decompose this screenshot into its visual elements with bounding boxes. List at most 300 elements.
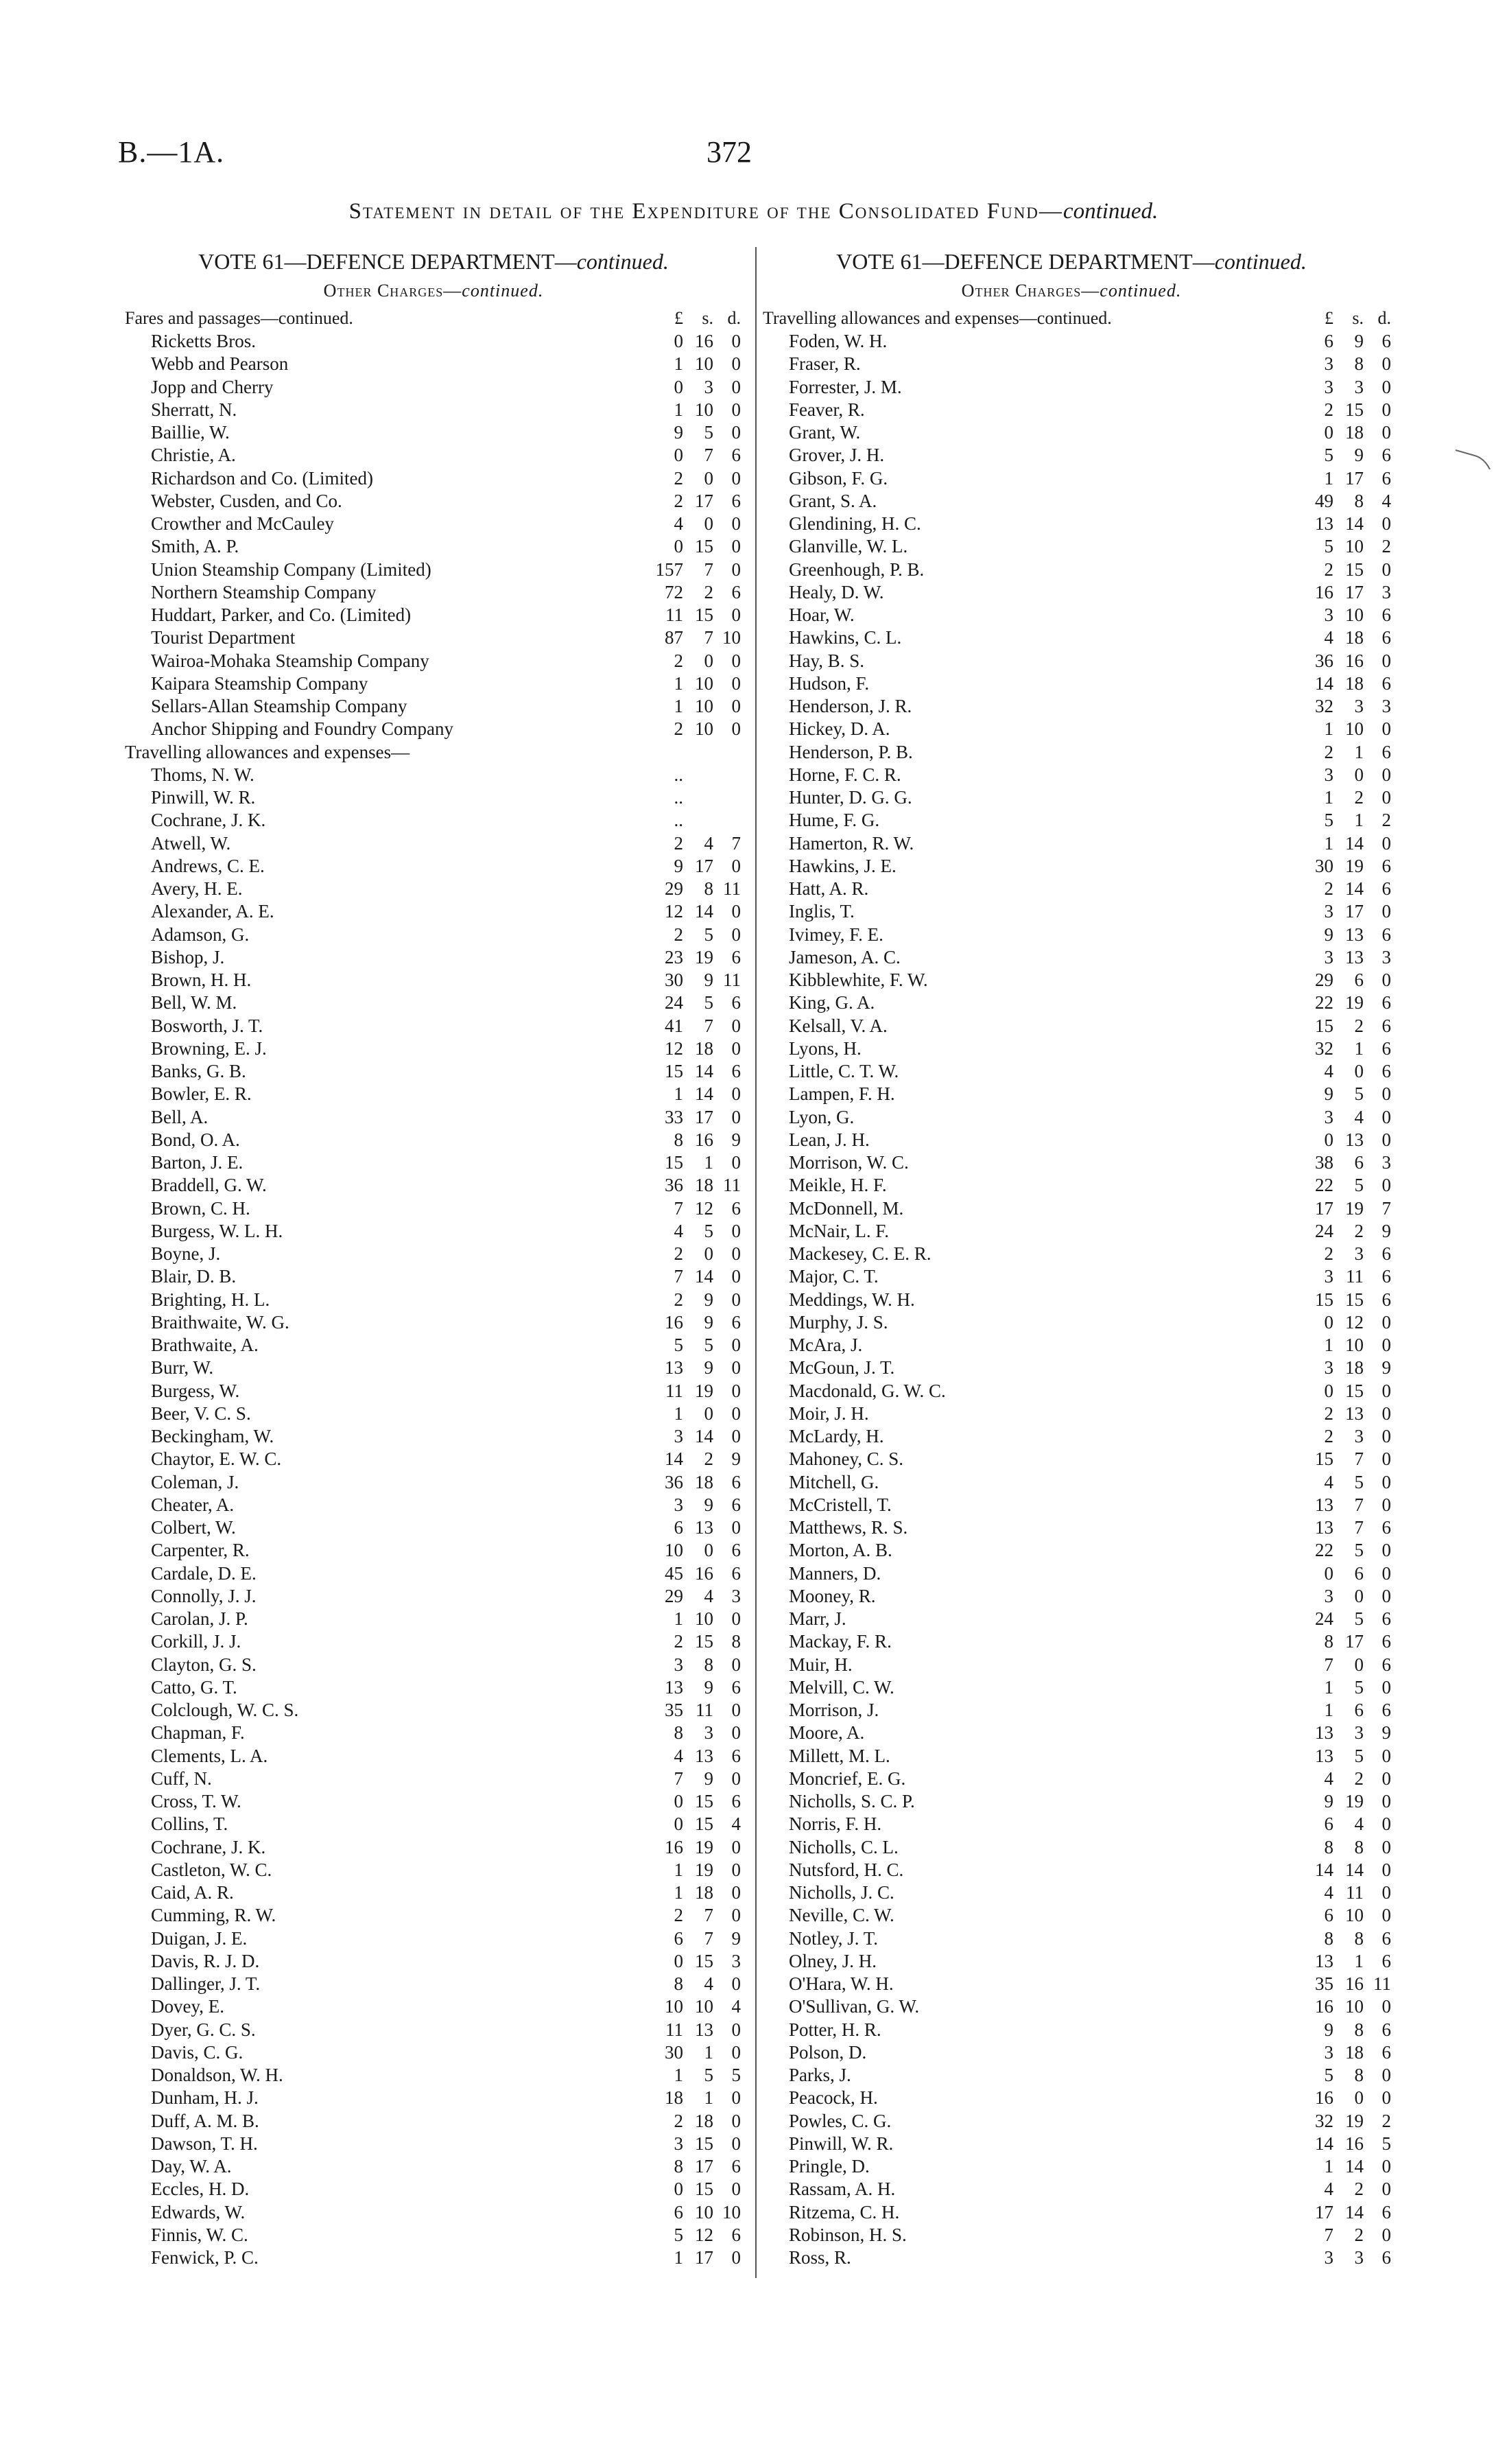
pounds-value: 13	[1291, 513, 1333, 535]
shillings-value: 1	[1336, 741, 1364, 764]
table-row	[125, 581, 742, 604]
pence-value: 0	[1366, 764, 1391, 786]
payee-name: Coleman, J.	[151, 1471, 243, 1494]
pence-value: 0	[1366, 1311, 1391, 1334]
shillings-value: 5	[686, 1334, 713, 1357]
payee-name: Dunham, H. J.	[151, 2087, 263, 2109]
shillings-value: 17	[686, 2155, 713, 2178]
pounds-value: 35	[1291, 1973, 1333, 1995]
table-row	[125, 2110, 742, 2133]
shillings-value: 19	[1336, 855, 1364, 878]
table-row	[125, 1471, 742, 1494]
table-row	[125, 1060, 742, 1083]
table-row	[125, 1380, 742, 1403]
pounds-value: 11	[641, 2019, 683, 2041]
pence-value: 0	[716, 513, 741, 535]
payee-name: Little, C. T. W.	[789, 1060, 903, 1083]
shillings-value: 9	[1336, 330, 1364, 353]
shillings-value: 2	[1336, 1220, 1364, 1243]
shillings-value: 3	[686, 1722, 713, 1744]
payee-name: Feaver, R.	[789, 399, 869, 421]
payee-name: Marr, J.	[789, 1608, 851, 1630]
shillings-value: 3	[1336, 376, 1364, 399]
table-row	[125, 1859, 742, 1881]
pence-value: 6	[1366, 1654, 1391, 1676]
table-row	[125, 1197, 742, 1220]
pounds-value: 2	[641, 650, 683, 672]
shillings-value: 5	[686, 992, 713, 1014]
payee-name: Clayton, G. S.	[151, 1654, 261, 1676]
payee-name: Moore, A.	[789, 1722, 868, 1744]
shillings-value: 0	[686, 1403, 713, 1425]
table-row	[763, 535, 1391, 558]
pounds-value: 5	[1291, 444, 1333, 467]
shillings-value: 10	[686, 718, 713, 740]
pounds-value: 9	[1291, 1083, 1333, 1105]
pence-value: 0	[716, 1151, 741, 1174]
pounds-value: 22	[1291, 1539, 1333, 1562]
table-row	[763, 1425, 1391, 1448]
column-header-left	[125, 306, 742, 330]
payee-name: Dallinger, J. T.	[151, 1973, 264, 1995]
vote-heading-cont: continued.	[1214, 249, 1307, 274]
shillings-value: 9	[686, 1357, 713, 1379]
shillings-value: 8	[1336, 1927, 1364, 1950]
pence-value: 0	[716, 2019, 741, 2041]
table-row	[763, 1220, 1391, 1243]
pounds-value: 0	[641, 444, 683, 467]
pounds-value: 3	[1291, 900, 1333, 923]
table-row	[125, 330, 742, 353]
pence-value: 0	[716, 1881, 741, 1904]
shillings-value: 5	[1336, 1083, 1364, 1105]
pence-value: 0	[1366, 1790, 1391, 1813]
pounds-value: 4	[1291, 1471, 1333, 1494]
pence-value: 0	[1366, 2064, 1391, 2087]
pence-value: 0	[1366, 969, 1391, 992]
table-row	[763, 2019, 1391, 2041]
pounds-value: 4	[641, 1220, 683, 1243]
pounds-value: 1	[1291, 832, 1333, 855]
table-row	[763, 490, 1391, 513]
shillings-value: 17	[1336, 900, 1364, 923]
shillings-value: 10	[686, 1995, 713, 2018]
payee-name: Chaytor, E. W. C.	[151, 1448, 285, 1470]
pounds-value: 3	[1291, 376, 1333, 399]
pence-value: 10	[716, 2201, 741, 2224]
shillings-value: 1	[686, 2041, 713, 2064]
pounds-value: 24	[1291, 1220, 1333, 1243]
pence-value: 11	[1366, 1973, 1391, 1995]
payee-name: Donaldson, W. H.	[151, 2064, 287, 2087]
pence-value: 6	[716, 2155, 741, 2178]
payee-name: Jopp and Cherry	[151, 376, 277, 399]
pounds-value: 15	[1291, 1448, 1333, 1470]
pence-value: 0	[716, 1859, 741, 1881]
table-row	[763, 1745, 1391, 1768]
pounds-value: 1	[1291, 467, 1333, 490]
table-row	[763, 695, 1391, 718]
pence-value: 0	[716, 1904, 741, 1927]
pounds-value: 9	[1291, 2019, 1333, 2041]
pence-value: 0	[716, 2133, 741, 2155]
payee-name: Blair, D. B.	[151, 1265, 240, 1288]
pence-value: 0	[716, 1654, 741, 1676]
shillings-value: 2	[1336, 1015, 1364, 1037]
pounds-value: 0	[1291, 1380, 1333, 1403]
payee-name: Muir, H.	[789, 1654, 857, 1676]
pence-value: 6	[716, 1471, 741, 1494]
shillings-value: 1	[686, 2087, 713, 2109]
payee-name: Ross, R.	[789, 2246, 855, 2269]
pence-value: 0	[1366, 900, 1391, 923]
pence-value: 11	[716, 1174, 741, 1197]
shillings-value: 0	[1336, 1654, 1364, 1676]
payee-name: Hay, B. S.	[789, 650, 868, 672]
pounds-value: 6	[641, 2201, 683, 2224]
payee-name: Pringle, D.	[789, 2155, 874, 2178]
pounds-value: 33	[641, 1106, 683, 1129]
payee-name: Moir, J. H.	[789, 1403, 873, 1425]
pence-value: 0	[716, 421, 741, 444]
pence-value: 0	[1366, 1106, 1391, 1129]
shillings-value: 10	[686, 353, 713, 375]
shillings-value: 10	[1336, 604, 1364, 626]
shillings-value: 18	[1336, 421, 1364, 444]
pounds-value: 35	[641, 1699, 683, 1722]
pounds-value: 0	[641, 376, 683, 399]
pounds-value: 22	[1291, 1174, 1333, 1197]
table-row	[763, 1471, 1391, 1494]
table-row	[763, 1699, 1391, 1722]
pence-value: 0	[716, 1722, 741, 1744]
table-row	[125, 2087, 742, 2109]
pence-value: 0	[1366, 399, 1391, 421]
pounds-value: 3	[1291, 604, 1333, 626]
payee-name: Cross, T. W.	[151, 1790, 246, 1813]
payee-name: Morrison, J.	[789, 1699, 883, 1722]
pence-value: 0	[716, 535, 741, 558]
pounds-value: 29	[641, 1585, 683, 1608]
pounds-value: 29	[641, 878, 683, 900]
table-row	[763, 1289, 1391, 1311]
table-row	[125, 832, 742, 855]
shillings-value: 17	[1336, 467, 1364, 490]
vote-heading-right	[763, 247, 1380, 276]
table-row	[763, 626, 1391, 649]
pounds-value: 36	[641, 1174, 683, 1197]
pounds-value: 8	[641, 1722, 683, 1744]
pence-value: 0	[716, 1768, 741, 1790]
payee-name: McNair, L. F.	[789, 1220, 893, 1243]
pence-value: 0	[1366, 1676, 1391, 1699]
table-row	[763, 1630, 1391, 1653]
table-row	[125, 924, 742, 946]
payee-name: Manners, D.	[789, 1562, 885, 1585]
table-row	[125, 1106, 742, 1129]
payee-name: Greenhough, P. B.	[789, 559, 928, 581]
table-row	[125, 1129, 742, 1151]
pence-value: 3	[1366, 581, 1391, 604]
pence-value: 6	[716, 1197, 741, 1220]
shillings-value: 6	[1336, 969, 1364, 992]
shillings-value: 16	[1336, 2133, 1364, 2155]
payee-name: Braithwaite, W. G.	[151, 1311, 294, 1334]
shillings-value: 0	[1336, 1585, 1364, 1608]
pounds-value: 1	[641, 672, 683, 695]
shillings-value: 12	[686, 2224, 713, 2246]
pounds-value: 11	[641, 1380, 683, 1403]
shillings-value: 7	[686, 626, 713, 649]
pence-value: 0	[1366, 559, 1391, 581]
pence-value: 7	[1366, 1197, 1391, 1220]
pence-value: 6	[1366, 1699, 1391, 1722]
pounds-value: 3	[1291, 2246, 1333, 2269]
table-row	[763, 1516, 1391, 1539]
payee-name: Sherratt, N.	[151, 399, 241, 421]
shillings-value: 8	[686, 878, 713, 900]
right-column	[763, 247, 1391, 2269]
pounds-value: 0	[1291, 421, 1333, 444]
pence-value: 0	[716, 1608, 741, 1630]
table-row	[125, 535, 742, 558]
pounds-value: 9	[641, 855, 683, 878]
table-row	[763, 1813, 1391, 1835]
payee-name: Day, W. A.	[151, 2155, 236, 2178]
payee-name: Pinwill, W. R.	[789, 2133, 897, 2155]
pounds-value: 5	[1291, 535, 1333, 558]
section-heading-row	[125, 741, 742, 764]
pounds-value: 8	[641, 1973, 683, 1995]
payee-name: Thoms, N. W.	[151, 764, 259, 786]
table-row	[125, 2041, 742, 2064]
table-row	[763, 1973, 1391, 1995]
payee-name: Boyne, J.	[151, 1243, 224, 1265]
payee-name: Colclough, W. C. S.	[151, 1699, 302, 1722]
shillings-value: 7	[686, 559, 713, 581]
pence-value: 0	[716, 2087, 741, 2109]
shillings-value: 4	[686, 1973, 713, 1995]
table-row	[763, 2087, 1391, 2109]
pence-value: 0	[716, 1357, 741, 1379]
table-row	[763, 2155, 1391, 2178]
pounds-value: 4	[1291, 1060, 1333, 1083]
shillings-value: 14	[1336, 2155, 1364, 2178]
payee-name: McCristell, T.	[789, 1494, 896, 1516]
pounds-value: 4	[1291, 1881, 1333, 1904]
table-row	[763, 1380, 1391, 1403]
shillings-value: 2	[686, 581, 713, 604]
table-row	[763, 1859, 1391, 1881]
payee-name: Webster, Cusden, and Co.	[151, 490, 346, 513]
payee-name: Gibson, F. G.	[789, 467, 892, 490]
shillings-value: 14	[686, 1425, 713, 1448]
shillings-value: 2	[1336, 1768, 1364, 1790]
shillings-value: 5	[686, 1220, 713, 1243]
pounds-value: 16	[641, 1836, 683, 1859]
shillings-value: 3	[1336, 1425, 1364, 1448]
pence-value: 0	[1366, 1768, 1391, 1790]
pounds-value: 1	[1291, 1699, 1333, 1722]
pence-header: d.	[1377, 308, 1391, 328]
table-row	[763, 1950, 1391, 1973]
payee-name: Healy, D. W.	[789, 581, 888, 604]
table-row	[763, 786, 1391, 809]
table-row	[763, 672, 1391, 695]
payee-name: Mahoney, C. S.	[789, 1448, 907, 1470]
pounds-value: 15	[1291, 1015, 1333, 1037]
pounds-value: 7	[641, 1768, 683, 1790]
payee-name: Anchor Shipping and Foundry Company	[151, 718, 458, 740]
table-row	[125, 467, 742, 490]
payee-name: Morton, A. B.	[789, 1539, 897, 1562]
table-row	[125, 353, 742, 375]
shillings-value: 19	[1336, 1790, 1364, 1813]
pence-value: 3	[1366, 946, 1391, 969]
payee-name: Mackay, F. R.	[789, 1630, 896, 1653]
shillings-value: 18	[1336, 626, 1364, 649]
pence-value: 4	[1366, 490, 1391, 513]
shillings-value: 15	[686, 1813, 713, 1835]
statement-title-main: Statement in detail of the Expenditure of the Consolidated Fund—	[348, 199, 1063, 224]
pence-value: 6	[1366, 878, 1391, 900]
pounds-value: 13	[1291, 1494, 1333, 1516]
table-row	[125, 1448, 742, 1470]
payee-name: Bond, O. A.	[151, 1129, 244, 1151]
pounds-value: 3	[1291, 764, 1333, 786]
payee-name: Edwards, W.	[151, 2201, 249, 2224]
pounds-value: 15	[641, 1060, 683, 1083]
pounds-value: 17	[1291, 1197, 1333, 1220]
pounds-value: 30	[641, 969, 683, 992]
shillings-value: 5	[1336, 1676, 1364, 1699]
pence-value: 0	[716, 855, 741, 878]
payee-name: Barton, J. E.	[151, 1151, 247, 1174]
pence-value: 3	[1366, 695, 1391, 718]
pounds-value: 2	[641, 1243, 683, 1265]
table-row	[763, 1995, 1391, 2018]
pence-value: 0	[716, 672, 741, 695]
payee-name: Avery, H. E.	[151, 878, 246, 900]
table-row	[763, 1334, 1391, 1357]
payee-name: Meikle, H. F.	[789, 1174, 891, 1197]
shillings-value: 17	[686, 490, 713, 513]
pence-value: 0	[716, 399, 741, 421]
shillings-value: 4	[686, 1585, 713, 1608]
table-row	[763, 809, 1391, 832]
shillings-value: 15	[686, 2133, 713, 2155]
shillings-value: 12	[1336, 1311, 1364, 1334]
payee-name: Dyer, G. C. S.	[151, 2019, 260, 2041]
pence-value: 6	[1366, 2201, 1391, 2224]
shillings-value: 7	[686, 1015, 713, 1037]
table-row	[763, 2064, 1391, 2087]
payee-name: Northern Steamship Company	[151, 581, 380, 604]
pence-value: 0	[716, 1265, 741, 1288]
payee-name: Braddell, G. W.	[151, 1174, 271, 1197]
pence-value: 0	[1366, 1585, 1391, 1608]
pence-value: 0	[716, 330, 741, 353]
payee-name: Cumming, R. W.	[151, 1904, 280, 1927]
pence-value: 9	[1366, 1220, 1391, 1243]
table-row	[125, 1745, 742, 1768]
table-row	[763, 604, 1391, 626]
pounds-value: 8	[1291, 1836, 1333, 1859]
payee-name: Lean, J. H.	[789, 1129, 874, 1151]
shillings-value: 14	[686, 1060, 713, 1083]
pounds-value: 12	[641, 1037, 683, 1060]
pence-value: 0	[1366, 1745, 1391, 1768]
shillings-value: 9	[686, 1768, 713, 1790]
shillings-value: 7	[686, 1904, 713, 1927]
payee-name: Hawkins, C. L.	[789, 626, 905, 649]
pence-value: 0	[1366, 2087, 1391, 2109]
table-row	[125, 1995, 742, 2018]
shillings-header: s.	[702, 308, 713, 328]
subheading-right	[763, 276, 1380, 306]
payee-name: Grant, W.	[789, 421, 864, 444]
payee-name: Atwell, W.	[151, 832, 235, 855]
payee-name: O'Hara, W. H.	[789, 1973, 898, 1995]
payee-name: Webb and Pearson	[151, 353, 292, 375]
table-row	[763, 992, 1391, 1014]
pence-value: 0	[716, 1083, 741, 1105]
pounds-value: 36	[641, 1471, 683, 1494]
pounds-value: 0	[1291, 1311, 1333, 1334]
pence-value: 0	[1366, 1995, 1391, 2018]
shillings-value: 18	[686, 1037, 713, 1060]
pence-value: 10	[716, 626, 741, 649]
payee-name: Forrester, J. M.	[789, 376, 906, 399]
payee-name: Eccles, H. D.	[151, 2178, 253, 2201]
payee-name: Parks, J.	[789, 2064, 855, 2087]
pounds-value: 24	[641, 992, 683, 1014]
shillings-value: 19	[1336, 1197, 1364, 1220]
pence-value: 0	[1366, 718, 1391, 740]
pounds-value: 9	[641, 421, 683, 444]
payee-name: Brighting, H. L.	[151, 1289, 274, 1311]
shillings-header: s.	[1352, 308, 1364, 328]
pounds-value: 4	[1291, 2178, 1333, 2201]
shillings-value: 11	[1336, 1881, 1364, 1904]
payee-name: Hume, F. G.	[789, 809, 883, 832]
pence-value: 8	[716, 1630, 741, 1653]
shillings-value: 10	[686, 399, 713, 421]
pounds-value: 3	[1291, 353, 1333, 375]
pence-value: 0	[716, 2110, 741, 2133]
pounds-value: 1	[1291, 2155, 1333, 2178]
table-row	[125, 1494, 742, 1516]
table-row	[763, 1311, 1391, 1334]
payee-name: Glendining, H. C.	[789, 513, 925, 535]
table-row	[763, 1403, 1391, 1425]
payee-name: Duigan, J. E.	[151, 1927, 251, 1950]
pounds-value: 6	[641, 1516, 683, 1539]
pounds-value: 3	[641, 2133, 683, 2155]
payee-name: Baillie, W.	[151, 421, 234, 444]
payee-name: Connolly, J. J.	[151, 1585, 261, 1608]
pounds-value: 6	[1291, 1813, 1333, 1835]
pounds-value: 1	[641, 1608, 683, 1630]
pence-value: 9	[716, 1129, 741, 1151]
payee-name: Bosworth, J. T.	[151, 1015, 267, 1037]
pence-value: 6	[1366, 1950, 1391, 1973]
pounds-value: 7	[641, 1265, 683, 1288]
shillings-value: 0	[686, 1539, 713, 1562]
payee-name: Chapman, F.	[151, 1722, 249, 1744]
pounds-value: 3	[1291, 1265, 1333, 1288]
pence-value: 6	[1366, 1243, 1391, 1265]
